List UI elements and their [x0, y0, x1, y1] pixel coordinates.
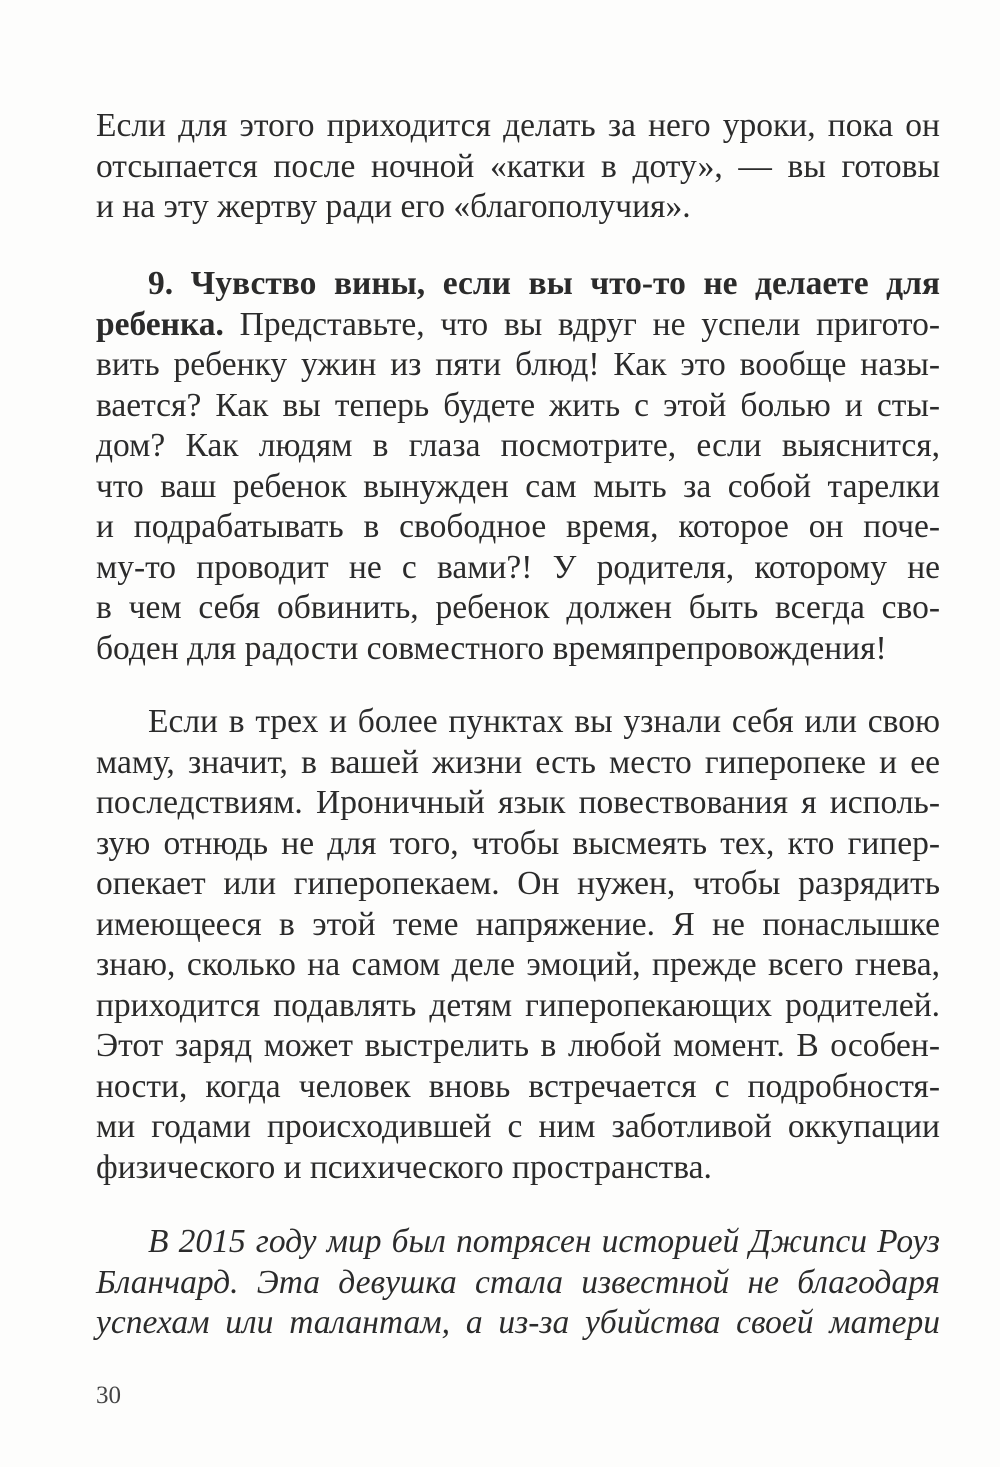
text-line: вить ребенку ужин из пяти блюд! Как это вообще назы-: [96, 346, 940, 383]
text-line: В 2015 году мир был потрясен историей Джипси Роуз: [148, 1223, 940, 1260]
text-line: маму, значит, в вашей жизни есть место гиперопеке и ее: [96, 743, 940, 781]
text-line: успехам или талантам, а из-за убийства своей матери: [96, 1304, 940, 1341]
text-line: боден для радости совместного времяпрепровождения!: [96, 629, 887, 667]
text-fragment: Представьте, что вы вдруг не успели пригото-: [223, 305, 940, 343]
text-line: отсыпается после ночной «катки в доту», — вы готовы: [96, 147, 940, 185]
item-heading-end: ребенка.: [96, 305, 224, 343]
text-line: ми годами происходившей с ним заботливой оккупации: [96, 1108, 940, 1145]
paragraph-item-9: [96, 264, 940, 669]
text-line: опекает или гиперопекаем. Он нужен, чтобы разрядить: [96, 865, 940, 902]
text-line: имеющееся в этой теме напряжение. Я не понаслышке: [96, 905, 940, 943]
paragraph-italic-case: [96, 1222, 940, 1344]
text-line: [96, 305, 940, 346]
text-line: приходится подавлять детям гиперопекающих родителей.: [96, 986, 940, 1024]
text-line: что ваш ребенок вынужден сам мыть за собой тарелки: [96, 467, 940, 505]
text-line: ности, когда человек вновь встречается с подробностя-: [96, 1067, 940, 1105]
text-line: и на эту жертву ради его «благополучия».: [96, 188, 691, 225]
text-line: Если для этого приходится делать за него уроки, пока он: [96, 107, 940, 144]
text-line: Этот заряд может выстрелить в любой момент. В особен-: [96, 1027, 940, 1064]
item-heading-line: 9. Чувство вины, если вы что-то не делаете для: [148, 265, 940, 302]
page-number: 30: [96, 1382, 121, 1409]
text-line: в чем себя обвинить, ребенок должен быть всегда сво-: [96, 589, 940, 626]
text-line: вается? Как вы теперь будете жить с этой болью и сты-: [96, 386, 940, 424]
text-line: знаю, сколько на самом деле эмоций, прежде всего гнева,: [96, 946, 940, 983]
paragraph-intro: [96, 106, 940, 228]
text-line: зую отнюдь не для того, чтобы высмеять тех, кто гипер-: [96, 824, 940, 862]
text-line: физического и психического пространства.: [96, 1148, 712, 1186]
text-line: и подрабатывать в свободное время, которое он поче-: [96, 508, 940, 545]
text-line: му-то проводит не с вами?! У родителя, которому не: [96, 548, 940, 586]
text-line: дом? Как людям в глаза посмотрите, если выяснится,: [96, 427, 940, 464]
text-line: последствиям. Ироничный язык повествования я исполь-: [96, 784, 940, 821]
paragraph-summary: [96, 702, 940, 1188]
text-line: Если в трех и более пунктах вы узнали себя или свою: [148, 703, 940, 740]
text-line: Бланчард. Эта девушка стала известной не благодаря: [96, 1263, 940, 1301]
